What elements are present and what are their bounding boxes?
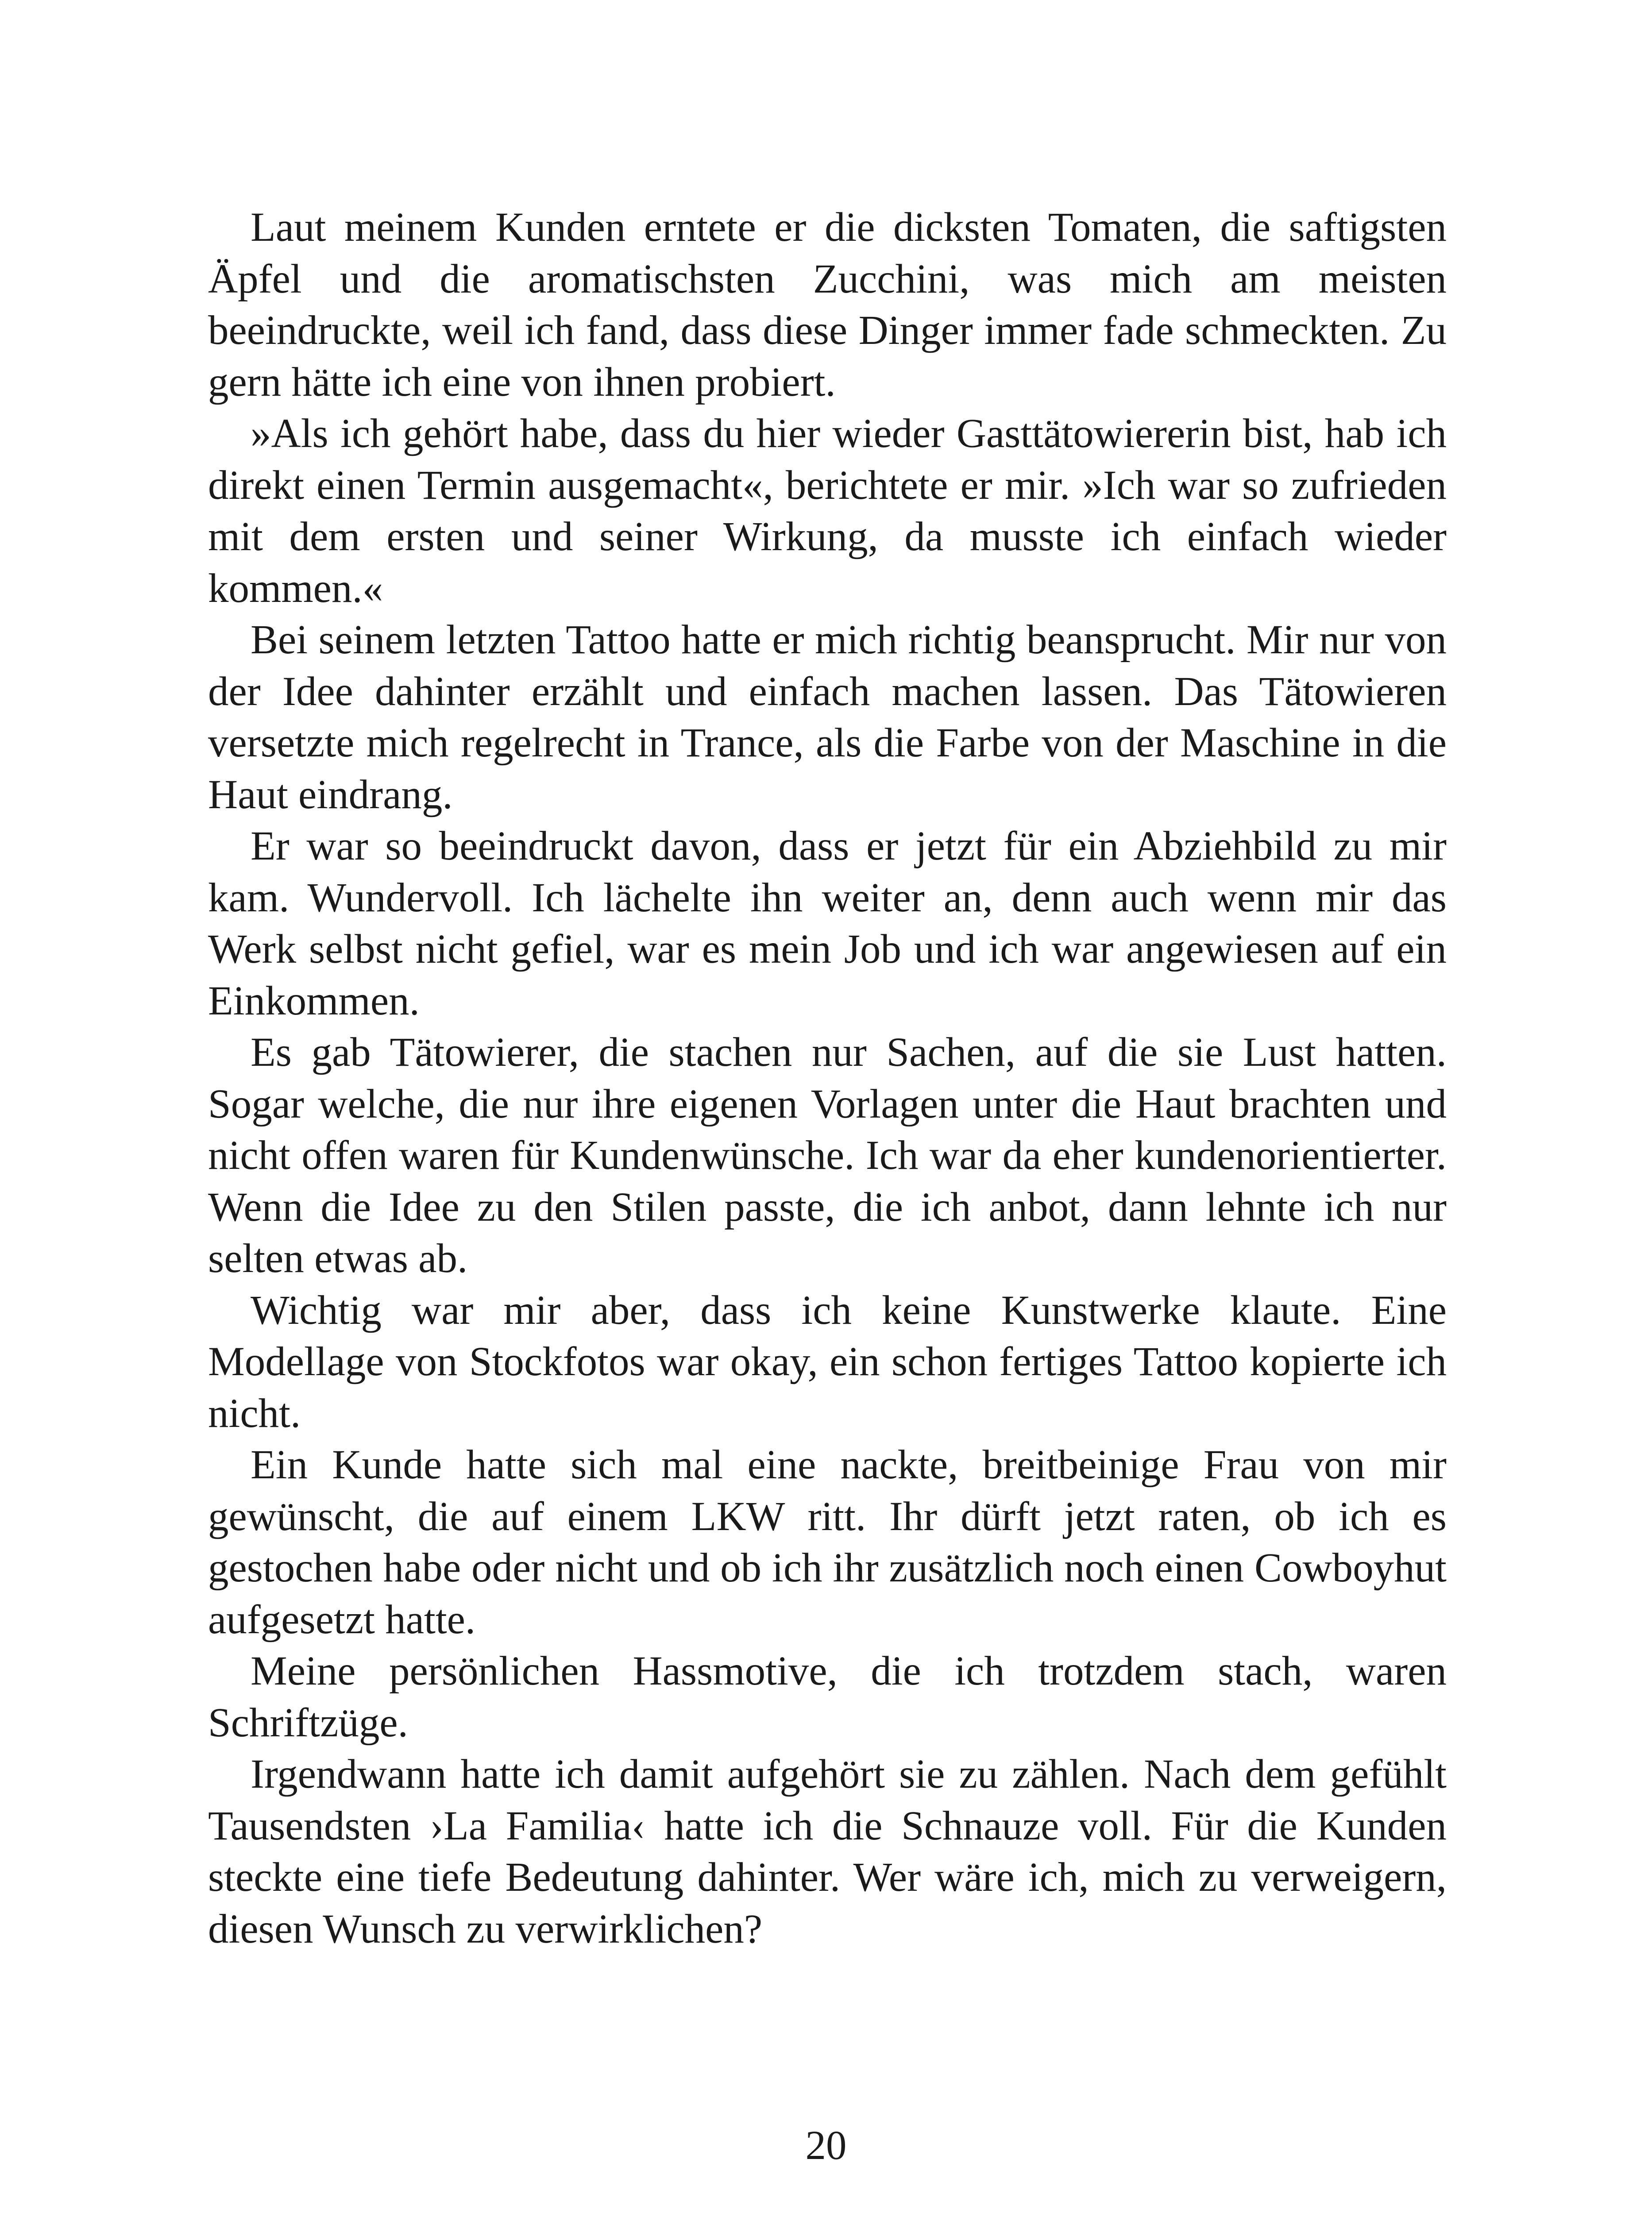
paragraph: Er war so beeindruckt davon, dass er jetzt für ein Abziehbild zu mir kam. Wundervoll. Ich lächelte ihn weiter an, denn auch wenn mir das Werk selbst nicht gefiel, war es mein Job und ich war angewiesen auf ein Einkommen. xyxy=(208,823,1447,1024)
body-text xyxy=(208,202,1447,1955)
page-number: 20 xyxy=(805,2123,847,2168)
paragraph: Wichtig war mir aber, dass ich keine Kunstwerke klaute. Eine Modellage von Stockfotos war okay, ein schon fertiges Tattoo kopierte ich nicht. xyxy=(208,1287,1447,1436)
paragraph: Ein Kunde hatte sich mal eine nackte, breitbeinige Frau von mir gewünscht, die auf einem LKW ritt. Ihr dürft jetzt raten, ob ich es gestochen habe oder nicht und ob ich ihr zusätzlich noch einen Cowboyhut aufgesetzt hatte. xyxy=(208,1442,1447,1642)
paragraph: »Als ich gehört habe, dass du hier wieder Gasttätowiererin bist, hab ich direkt einen Termin ausgemacht«, berichtete er mir. »Ich war so zufrieden mit dem ersten und seiner Wirkung, da musste ich einfach wieder kommen.« xyxy=(208,411,1447,611)
paragraph: Es gab Tätowierer, die stachen nur Sachen, auf die sie Lust hatten. Sogar welche, die nur ihre eigenen Vorlagen unter die Haut brachten und nicht offen waren für Kundenwünsche. Ich war da eher kundenorientierter. Wenn die Idee zu den Stilen passte, die ich anbot, dann lehnte ich nur selten etwas ab. xyxy=(208,1029,1447,1281)
paragraph: Bei seinem letzten Tattoo hatte er mich richtig beansprucht. Mir nur von der Idee dahinter erzählt und einfach machen lassen. Das Tätowieren versetzte mich regelrecht in Trance, als die Farbe von der Maschine in die Haut eindrang. xyxy=(208,617,1447,817)
paragraph: Irgendwann hatte ich damit aufgehört sie zu zählen. Nach dem gefühlt Tausendsten ›La Familia‹ hatte ich die Schnauze voll. Für die Kunden steckte eine tiefe Bedeutung dahinter. Wer wäre ich, mich zu verweigern, diesen Wunsch zu verwirklichen? xyxy=(208,1751,1447,1952)
paragraph: Laut meinem Kunden erntete er die dicksten Tomaten, die saftigsten Äpfel und die aromatischsten Zucchini, was mich am meisten beeindruckte, weil ich fand, dass diese Dinger immer fade schmeckten. Zu gern hätte ich eine von ihnen probiert. xyxy=(208,204,1447,405)
paragraph: Meine persönlichen Hassmotive, die ich trotzdem stach, waren Schriftzüge. xyxy=(208,1648,1447,1746)
